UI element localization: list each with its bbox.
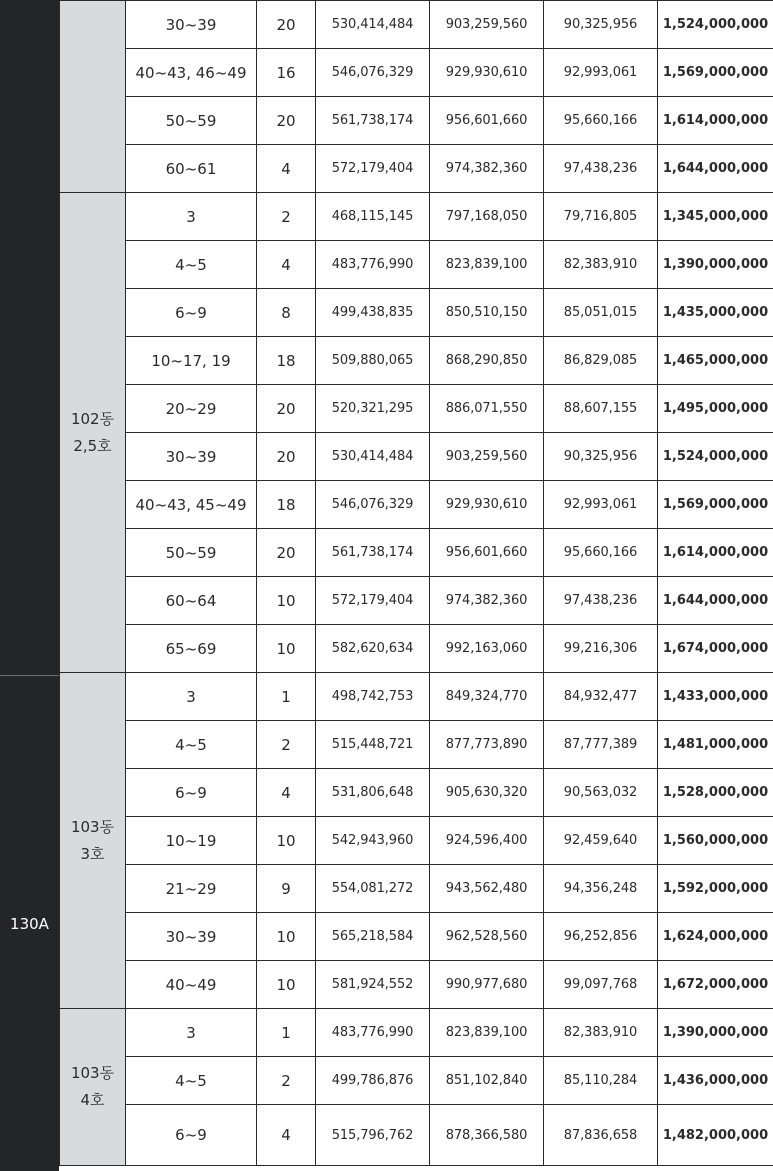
land-price-cell: 468,115,145 <box>316 193 430 241</box>
table-row <box>60 433 773 481</box>
vat-cell: 90,325,956 <box>544 1 658 49</box>
land-price-cell: 499,786,876 <box>316 1057 430 1105</box>
vat-cell: 85,051,015 <box>544 289 658 337</box>
table-row <box>60 385 773 433</box>
unit-count-cell: 1 <box>257 673 316 721</box>
floor-cell: 6~9 <box>126 1105 257 1166</box>
land-price-cell: 565,218,584 <box>316 913 430 961</box>
table-row <box>60 913 773 961</box>
land-price-cell: 561,738,174 <box>316 529 430 577</box>
unit-number: 2,5호 <box>73 436 112 455</box>
table-row <box>60 241 773 289</box>
floor-cell: 30~39 <box>126 1 257 49</box>
vat-cell: 92,993,061 <box>544 481 658 529</box>
total-price-cell: 1,524,000,000 <box>658 433 773 481</box>
total-price-cell: 1,674,000,000 <box>658 625 773 673</box>
land-price-cell: 554,081,272 <box>316 865 430 913</box>
unit-count-cell: 8 <box>257 289 316 337</box>
table-row <box>60 1 773 49</box>
land-price-cell: 498,742,753 <box>316 673 430 721</box>
unit-count-cell: 16 <box>257 49 316 97</box>
floor-cell: 65~69 <box>126 625 257 673</box>
price-table <box>59 0 773 1166</box>
vat-cell: 88,607,155 <box>544 385 658 433</box>
vat-cell: 79,716,805 <box>544 193 658 241</box>
land-price-cell: 483,776,990 <box>316 1009 430 1057</box>
land-price-cell: 520,321,295 <box>316 385 430 433</box>
building-price-cell: 956,601,660 <box>430 97 544 145</box>
table-row <box>60 961 773 1009</box>
table-row <box>60 193 773 241</box>
vat-cell: 82,383,910 <box>544 1009 658 1057</box>
total-price-cell: 1,560,000,000 <box>658 817 773 865</box>
total-price-cell: 1,435,000,000 <box>658 289 773 337</box>
land-price-cell: 561,738,174 <box>316 97 430 145</box>
vat-cell: 99,216,306 <box>544 625 658 673</box>
floor-cell: 40~43, 45~49 <box>126 481 257 529</box>
price-table-body <box>60 1 773 1166</box>
unit-count-cell: 10 <box>257 625 316 673</box>
building-cell <box>60 1 126 193</box>
floor-cell: 30~39 <box>126 433 257 481</box>
total-price-cell: 1,614,000,000 <box>658 529 773 577</box>
building-cell <box>60 193 126 673</box>
total-price-cell: 1,569,000,000 <box>658 49 773 97</box>
unit-count-cell: 9 <box>257 865 316 913</box>
floor-cell: 20~29 <box>126 385 257 433</box>
building-price-cell: 943,562,480 <box>430 865 544 913</box>
vat-cell: 90,563,032 <box>544 769 658 817</box>
building-price-cell: 797,168,050 <box>430 193 544 241</box>
unit-count-cell: 2 <box>257 1057 316 1105</box>
building-price-cell: 992,163,060 <box>430 625 544 673</box>
building-price-cell: 956,601,660 <box>430 529 544 577</box>
floor-cell: 4~5 <box>126 1057 257 1105</box>
building-price-cell: 886,071,550 <box>430 385 544 433</box>
vat-cell: 95,660,166 <box>544 529 658 577</box>
unit-count-cell: 2 <box>257 193 316 241</box>
floor-cell: 3 <box>126 673 257 721</box>
floor-cell: 3 <box>126 1009 257 1057</box>
total-price-cell: 1,481,000,000 <box>658 721 773 769</box>
housing-type-cell <box>0 0 59 675</box>
table-row <box>60 337 773 385</box>
building-number: 102동 <box>70 409 115 428</box>
building-price-cell: 905,630,320 <box>430 769 544 817</box>
total-price-cell: 1,614,000,000 <box>658 97 773 145</box>
floor-cell: 10~17, 19 <box>126 337 257 385</box>
vat-cell: 97,438,236 <box>544 145 658 193</box>
unit-count-cell: 20 <box>257 529 316 577</box>
table-row <box>60 865 773 913</box>
vat-cell: 95,660,166 <box>544 97 658 145</box>
housing-type-cell: 130A <box>0 675 59 1171</box>
land-price-cell: 483,776,990 <box>316 241 430 289</box>
table-row <box>60 1057 773 1105</box>
vat-cell: 92,993,061 <box>544 49 658 97</box>
table-row <box>60 1105 773 1166</box>
land-price-cell: 582,620,634 <box>316 625 430 673</box>
total-price-cell: 1,644,000,000 <box>658 145 773 193</box>
building-price-cell: 974,382,360 <box>430 577 544 625</box>
vat-cell: 96,252,856 <box>544 913 658 961</box>
unit-count-cell: 20 <box>257 385 316 433</box>
floor-cell: 6~9 <box>126 289 257 337</box>
vat-cell: 82,383,910 <box>544 241 658 289</box>
unit-number: 4호 <box>80 1091 105 1109</box>
floor-cell: 60~64 <box>126 577 257 625</box>
building-price-cell: 929,930,610 <box>430 49 544 97</box>
unit-count-cell: 10 <box>257 913 316 961</box>
unit-count-cell: 20 <box>257 97 316 145</box>
floor-cell: 10~19 <box>126 817 257 865</box>
total-price-cell: 1,644,000,000 <box>658 577 773 625</box>
total-price-cell: 1,524,000,000 <box>658 1 773 49</box>
building-price-cell: 878,366,580 <box>430 1105 544 1166</box>
floor-cell: 4~5 <box>126 721 257 769</box>
total-price-cell: 1,390,000,000 <box>658 1009 773 1057</box>
table-row <box>60 145 773 193</box>
unit-count-cell: 10 <box>257 817 316 865</box>
building-number: 103동 <box>70 817 115 836</box>
land-price-cell: 499,438,835 <box>316 289 430 337</box>
vat-cell: 97,438,236 <box>544 577 658 625</box>
land-price-cell: 542,943,960 <box>316 817 430 865</box>
building-price-cell: 974,382,360 <box>430 145 544 193</box>
table-row <box>60 97 773 145</box>
total-price-cell: 1,436,000,000 <box>658 1057 773 1105</box>
floor-cell: 21~29 <box>126 865 257 913</box>
unit-count-cell: 20 <box>257 433 316 481</box>
total-price-cell: 1,624,000,000 <box>658 913 773 961</box>
table-row <box>60 625 773 673</box>
table-row <box>60 673 773 721</box>
building-price-cell: 877,773,890 <box>430 721 544 769</box>
unit-number: 3호 <box>80 844 105 863</box>
land-price-cell: 509,880,065 <box>316 337 430 385</box>
land-price-cell: 531,806,648 <box>316 769 430 817</box>
vat-cell: 86,829,085 <box>544 337 658 385</box>
building-cell <box>60 1009 126 1166</box>
vat-cell: 92,459,640 <box>544 817 658 865</box>
building-price-cell: 903,259,560 <box>430 433 544 481</box>
building-price-cell: 903,259,560 <box>430 1 544 49</box>
table-row <box>60 481 773 529</box>
table-row <box>60 289 773 337</box>
total-price-cell: 1,495,000,000 <box>658 385 773 433</box>
land-price-cell: 515,448,721 <box>316 721 430 769</box>
floor-cell: 50~59 <box>126 529 257 577</box>
land-price-cell: 581,924,552 <box>316 961 430 1009</box>
floor-cell: 50~59 <box>126 97 257 145</box>
table-row <box>60 577 773 625</box>
unit-count-cell: 2 <box>257 721 316 769</box>
land-price-cell: 530,414,484 <box>316 1 430 49</box>
building-price-cell: 823,839,100 <box>430 241 544 289</box>
building-number: 103동 <box>70 1064 115 1082</box>
land-price-cell: 546,076,329 <box>316 49 430 97</box>
vat-cell: 87,836,658 <box>544 1105 658 1166</box>
floor-cell: 40~49 <box>126 961 257 1009</box>
total-price-cell: 1,345,000,000 <box>658 193 773 241</box>
land-price-cell: 572,179,404 <box>316 145 430 193</box>
vat-cell: 87,777,389 <box>544 721 658 769</box>
floor-cell: 30~39 <box>126 913 257 961</box>
building-price-cell: 849,324,770 <box>430 673 544 721</box>
total-price-cell: 1,482,000,000 <box>658 1105 773 1166</box>
unit-count-cell: 18 <box>257 481 316 529</box>
building-cell <box>60 673 126 1009</box>
building-price-cell: 851,102,840 <box>430 1057 544 1105</box>
vat-cell: 99,097,768 <box>544 961 658 1009</box>
total-price-cell: 1,528,000,000 <box>658 769 773 817</box>
land-price-cell: 515,796,762 <box>316 1105 430 1166</box>
table-row <box>60 769 773 817</box>
building-price-cell: 850,510,150 <box>430 289 544 337</box>
floor-cell: 3 <box>126 193 257 241</box>
floor-cell: 60~61 <box>126 145 257 193</box>
building-price-cell: 823,839,100 <box>430 1009 544 1057</box>
total-price-cell: 1,672,000,000 <box>658 961 773 1009</box>
floor-cell: 6~9 <box>126 769 257 817</box>
table-row <box>60 1009 773 1057</box>
total-price-cell: 1,390,000,000 <box>658 241 773 289</box>
unit-count-cell: 4 <box>257 1105 316 1166</box>
building-price-cell: 962,528,560 <box>430 913 544 961</box>
unit-count-cell: 20 <box>257 1 316 49</box>
land-price-cell: 572,179,404 <box>316 577 430 625</box>
land-price-cell: 530,414,484 <box>316 433 430 481</box>
unit-count-cell: 4 <box>257 241 316 289</box>
building-price-cell: 868,290,850 <box>430 337 544 385</box>
unit-count-cell: 1 <box>257 1009 316 1057</box>
total-price-cell: 1,569,000,000 <box>658 481 773 529</box>
total-price-cell: 1,465,000,000 <box>658 337 773 385</box>
unit-count-cell: 4 <box>257 769 316 817</box>
table-row <box>60 529 773 577</box>
floor-cell: 4~5 <box>126 241 257 289</box>
table-row <box>60 721 773 769</box>
table-row <box>60 817 773 865</box>
table-row <box>60 49 773 97</box>
unit-count-cell: 10 <box>257 961 316 1009</box>
total-price-cell: 1,592,000,000 <box>658 865 773 913</box>
land-price-cell: 546,076,329 <box>316 481 430 529</box>
vat-cell: 90,325,956 <box>544 433 658 481</box>
unit-count-cell: 10 <box>257 577 316 625</box>
vat-cell: 94,356,248 <box>544 865 658 913</box>
building-price-cell: 929,930,610 <box>430 481 544 529</box>
total-price-cell: 1,433,000,000 <box>658 673 773 721</box>
building-price-cell: 924,596,400 <box>430 817 544 865</box>
floor-cell: 40~43, 46~49 <box>126 49 257 97</box>
vat-cell: 85,110,284 <box>544 1057 658 1105</box>
vat-cell: 84,932,477 <box>544 673 658 721</box>
unit-count-cell: 4 <box>257 145 316 193</box>
unit-count-cell: 18 <box>257 337 316 385</box>
building-price-cell: 990,977,680 <box>430 961 544 1009</box>
